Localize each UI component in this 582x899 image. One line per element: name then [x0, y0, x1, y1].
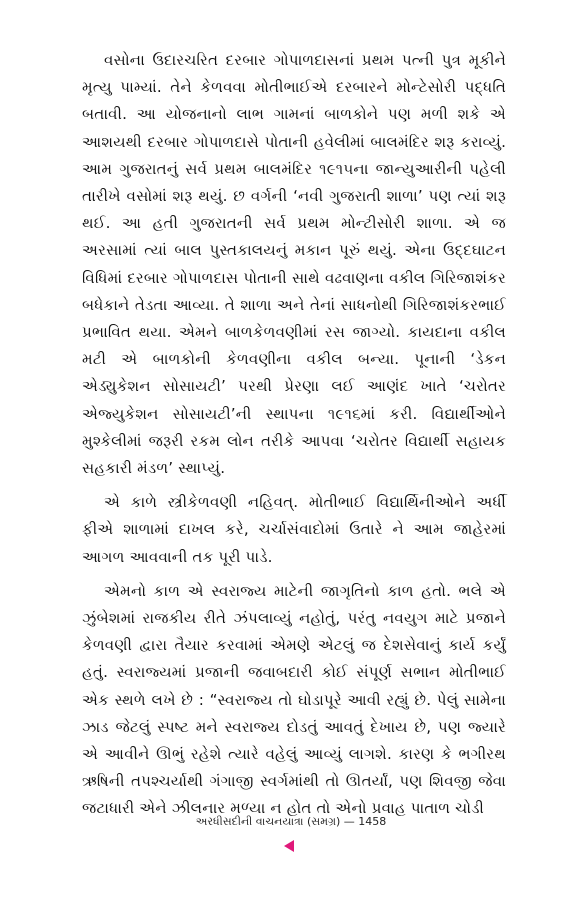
previous-page-arrow-icon[interactable]: [284, 840, 294, 852]
paragraph-2: એ કાળે સ્ત્રીકેળવણી નહિવત્. મોતીભાઈ વિદ્યાર્થિનીઓને અર્ધી ફીએ શાળામાં દાખલ કરે, ચર્ચાસંવાદોમાં ઉતારે ને આમ જાહેરમાં આગળ આવવાની તક પૂરી પાડે.: [82, 493, 506, 566]
page-footer: અરધીસદીની વાચનયાત્રા (સમગ્ર) — 1458: [195, 815, 387, 828]
paragraph-1: વસોના ઉદારચરિત દરબાર ગોપાળદાસનાં પ્રથમ પત્ની પુત્ર મૂકીને મૃત્યુ પામ્યાં. તેને કેળવવા મોતીભાઈએ દરબારને મોન્ટેસોરી પદ્ધતિ બતાવી. આ યોજનાનો લાભ ગામનાં બાળકોને પણ મળી શકે એ આશયથી દરબાર ગોપાળદાસે પોતાની હવેલીમાં બાલમંદિર શરૂ કરાવ્યું. આમ ગુજરાતનું સર્વ પ્રથમ બાલમંદિર ૧૯૧૫ના જાન્યુઆરીની પહેલી તારીખે વસોમાં શરૂ થયું. છ વર્ગની ‘નવી ગુજરાતી શાળા’ પણ ત્યાં શરૂ થઈ. આ હતી ગુજરાતની સર્વ પ્રથમ મોન્ટીસોરી શાળા. એ જ અરસામાં ત્યાં બાલ પુસ્તકાલયનું મકાન પૂરું થયું. એના ઉદ્દઘાટન વિધિમાં દરબાર ગોપાળદાસ પોતાની સાથે વઢવાણના વકીલ ગિરિજાશંકર બધેકાને તેડતા આવ્યા. તે શાળા અને તેનાં સાધનોથી ગિરિજાશંકરભાઈ પ્રભાવિત થયા. એમને બાળકેળવણીમાં રસ જાગ્યો. કાયદાના વકીલ મટી એ બાળકોની કેળવણીના વકીલ બન્યા. પૂનાની ‘ડેકન એડ્યુકેશન સોસાયટી’ પરથી પ્રેરણા લઈ આણંદ ખાતે ‘ચરોતર એજ્યુકેશન સોસાયટી’ની સ્થાપના ૧૯૧૬માં કરી. વિદ્યાર્થીઓને મુશ્કેલીમાં જરૂરી રકમ લોન તરીકે આપવા ‘ચરોતર વિદ્યાર્થી સહાયક સહકારી મંડળ’ સ્થાપ્યું.: [82, 51, 506, 478]
paragraph-3: એમનો કાળ એ સ્વરાજ્ય માટેની જાગૃતિનો કાળ હતો. ભલે એ ઝુંબેશમાં રાજકીય રીતે ઝંપલાવ્યું નહોતું, પરંતુ નવયુગ માટે પ્રજાને કેળવણી દ્વારા તૈયાર કરવામાં એમણે એટલું જ દેશસેવાનું કાર્ય કર્યું હતું. સ્વરાજ્યમાં પ્રજાની જવાબદારી કોઈ સંપૂર્ણ સભાન મોતીભાઈ એક સ્થળે લખે છે : “સ્વરાજ્ય તો ઘોડાપૂરે આવી રહ્યું છે. પેલું સામેના ઝાડ જેટલું સ્પષ્ટ મને સ્વરાજ્ય દોડતું આવતું દેખાય છે, પણ જ્યારે એ આવીને ઊભું રહેશે ત્યારે વહેલું આવ્યું લાગશે. કારણ કે ભગીરથ ઋષિની તપશ્ચર્યાથી ગંગાજી સ્વર્ગમાંથી તો ઊતર્યાં, પણ શિવજી જેવા જટાધારી એને ઝીલનાર મળ્યા ન હોત તો એનો પ્રવાહ પાતાળ ચોડી: [82, 581, 506, 818]
body-text: [82, 47, 506, 823]
